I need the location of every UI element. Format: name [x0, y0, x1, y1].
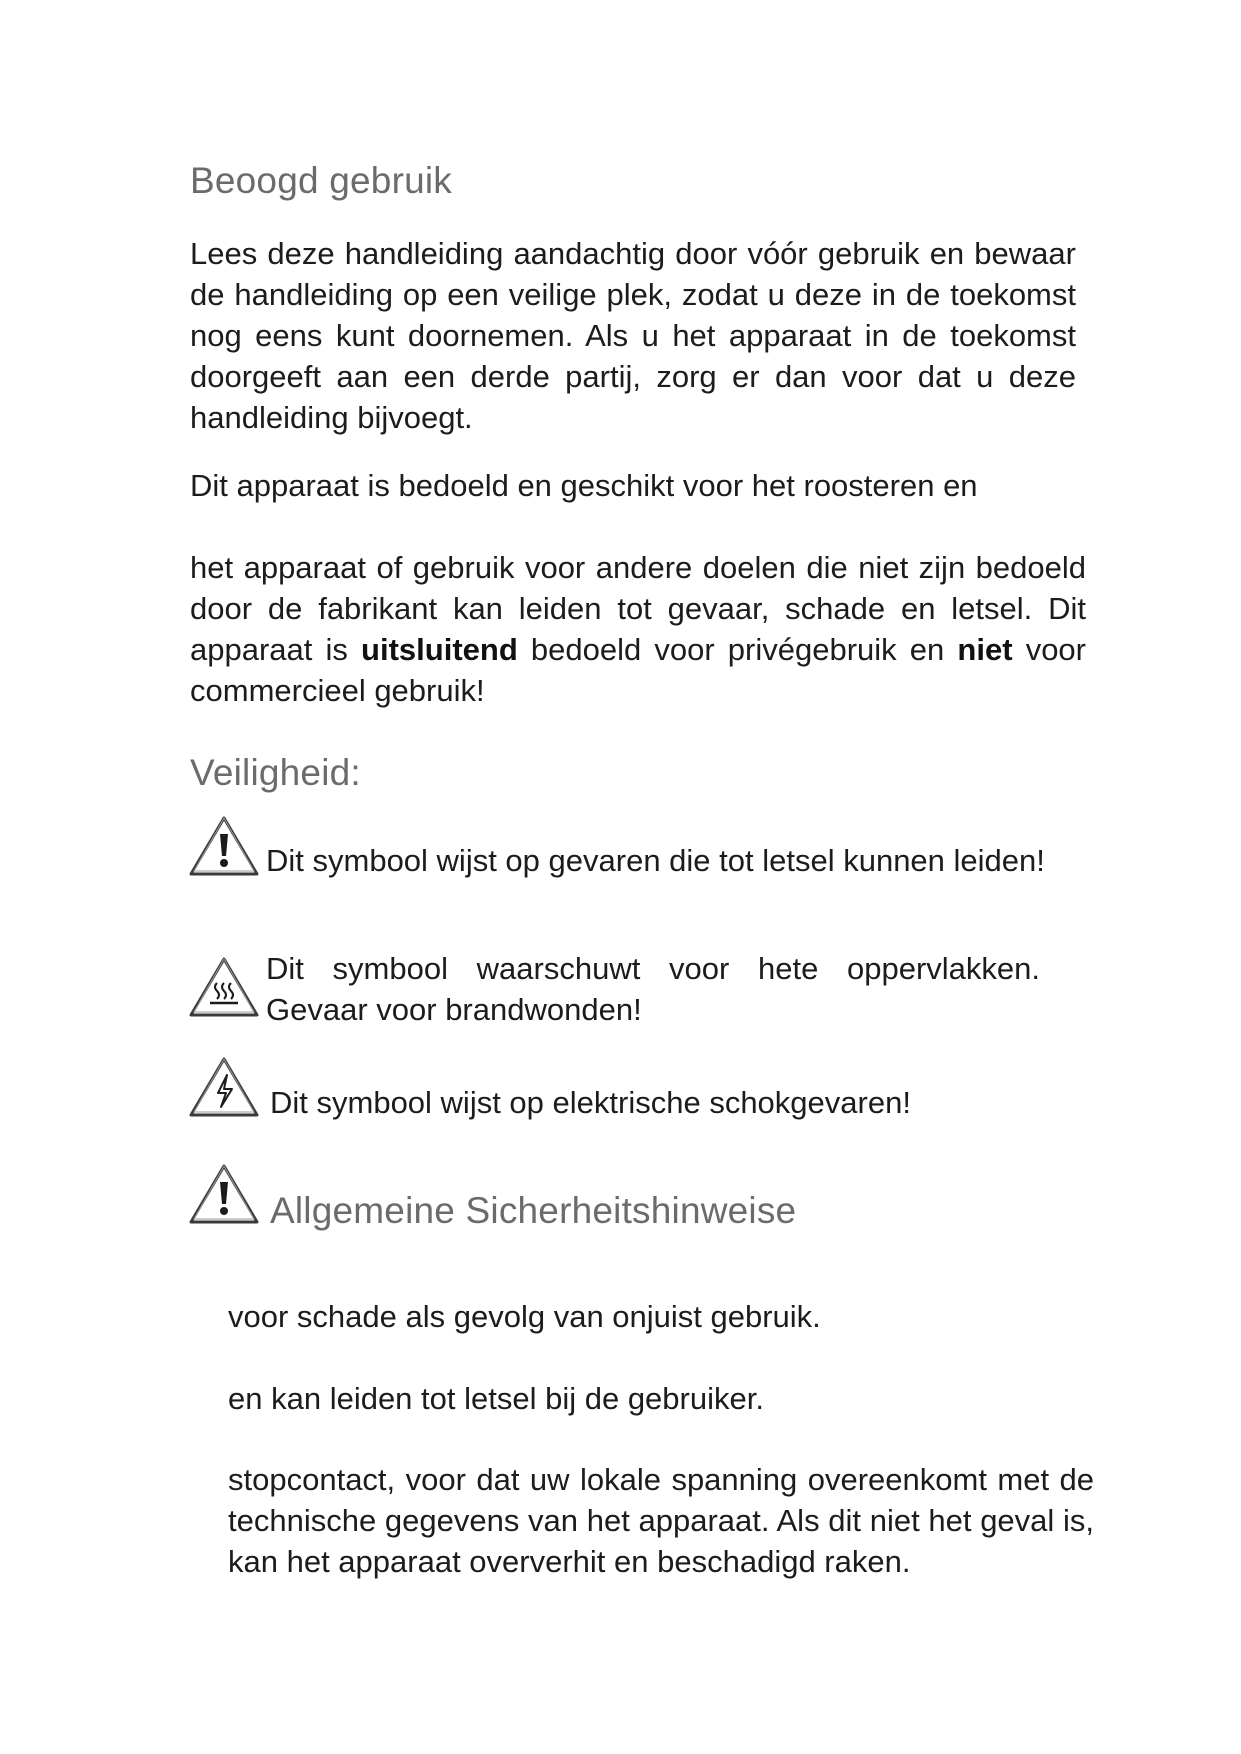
warning-exclamation-icon: [188, 814, 260, 878]
intended-use-paragraph-2: Dit apparaat is bedoeld en geschikt voor het roosteren en: [190, 468, 978, 503]
paragraph-3-bold-not: niet: [957, 632, 1013, 667]
intended-use-paragraph-1: Lees deze handleiding aandachtig door vóór gebruik en bewaar de handleiding op een veilige plek, zodat u deze in de toekomst nog eens kunt doornemen. Als u het apparaat in de toekomst doorgeeft aan een derde partij, zorg er dan voor dat u deze handleiding bijvoegt.: [190, 236, 1076, 435]
warning-exclamation-icon: [188, 1162, 260, 1226]
paragraph-3-bold-exclusively: uitsluitend: [361, 632, 518, 667]
paragraph-3-text-1: het apparaat of gebruik voor andere doelen die niet zijn bedoeld door de fabrikant kan leiden tot gevaar, schade en letsel. Dit apparaat is: [190, 550, 1086, 667]
general-item-1: voor schade als gevolg van onjuist gebruik.: [228, 1299, 821, 1334]
warning-text-injury: Dit symbool wijst op gevaren die tot letsel kunnen leiden!: [266, 843, 1045, 878]
heading-safety: Veiligheid:: [190, 752, 361, 793]
heading-intended-use: Beoogd gebruik: [190, 160, 452, 201]
paragraph-3-text-2: bedoeld voor privégebruik en: [530, 632, 945, 667]
hot-surface-icon: [188, 955, 260, 1019]
intended-use-paragraph-3: [190, 547, 1086, 711]
paragraph-3-text-3: voor commercieel gebruik!: [190, 632, 1086, 708]
heading-general-safety: Allgemeine Sicherheitshinweise: [270, 1190, 797, 1231]
general-item-2: en kan leiden tot letsel bij de gebruiker.: [228, 1381, 764, 1416]
electric-shock-icon: [188, 1055, 260, 1119]
general-item-3: stopcontact, voor dat uw lokale spanning overeenkomt met de technische gegevens van het apparaat. Als dit niet het geval is, kan het apparaat oververhit en beschadigd raken.: [228, 1462, 1094, 1579]
warning-text-hot-surface: Dit symbool waarschuwt voor hete oppervlakken. Gevaar voor brandwonden!: [266, 951, 1040, 1027]
warning-text-electric-shock: Dit symbool wijst op elektrische schokgevaren!: [270, 1085, 911, 1120]
